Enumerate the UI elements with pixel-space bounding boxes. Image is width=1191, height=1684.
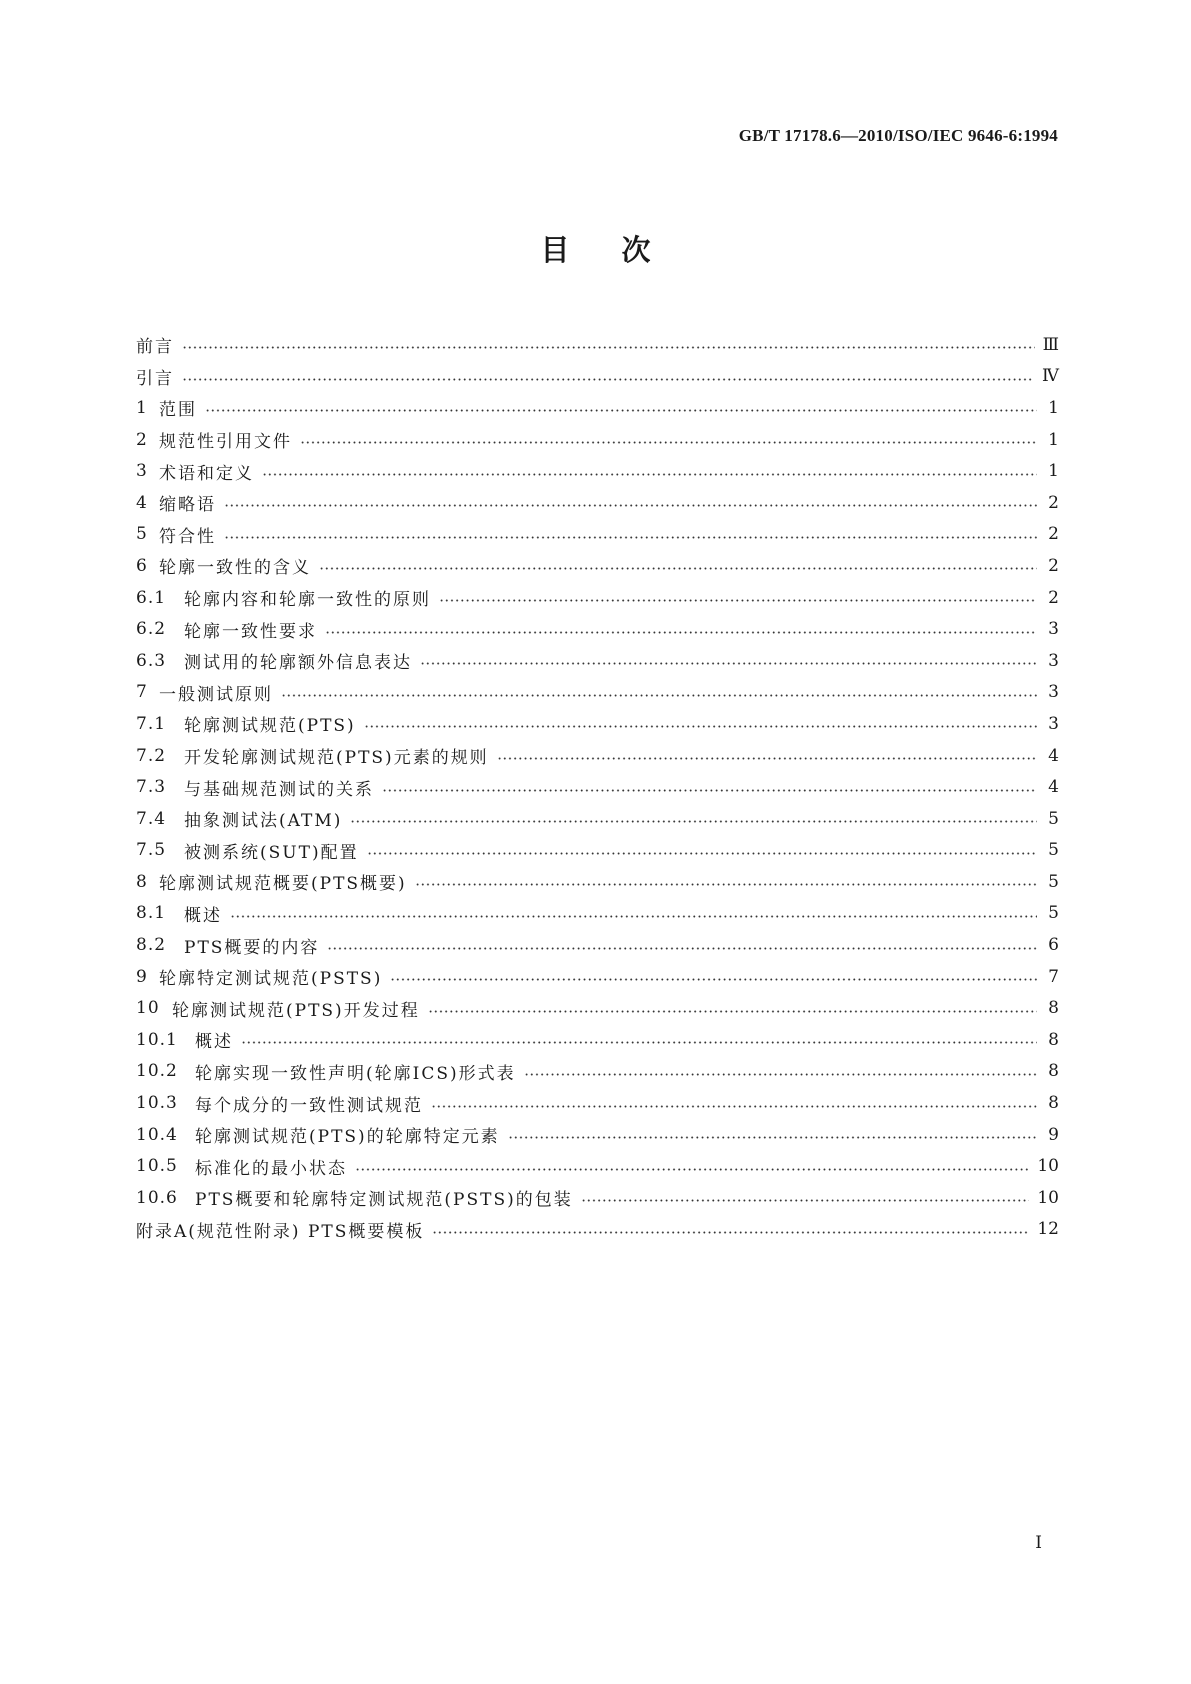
toc-entry[interactable] xyxy=(136,487,1059,519)
toc-entry-number: 1 xyxy=(136,397,148,418)
dot-leader xyxy=(581,1199,1030,1202)
page-title: 目次 xyxy=(540,233,703,267)
toc-entry-page: 10 xyxy=(1037,1187,1059,1208)
toc-entry-title: 缩略语 xyxy=(159,495,216,516)
toc-entry-title: 术语和定义 xyxy=(159,463,254,484)
toc-entry-title: 概述 xyxy=(195,1032,233,1053)
dot-leader xyxy=(230,915,1037,918)
dot-leader xyxy=(241,1041,1037,1044)
toc-entry[interactable] xyxy=(136,771,1059,803)
toc-entry[interactable] xyxy=(136,677,1059,709)
toc-entry-page: 12 xyxy=(1037,1219,1059,1240)
toc-entry-page: 3 xyxy=(1048,650,1059,671)
toc-entry-title: PTS概要的内容 xyxy=(184,937,320,958)
toc-entry-number: 8.1 xyxy=(136,903,167,924)
toc-entry-page: 1 xyxy=(1048,429,1059,450)
standard-code: GB/T 17178.6—2010/ISO/IEC 9646-6:1994 xyxy=(738,126,1058,145)
toc-entry-page: 8 xyxy=(1048,1093,1059,1114)
toc-entry-title: 标准化的最小状态 xyxy=(195,1158,347,1179)
toc-entry[interactable] xyxy=(136,1182,1059,1214)
toc-entry-title: 附录A(规范性附录) PTS概要模板 xyxy=(136,1221,425,1242)
toc-entry-title: 引言 xyxy=(136,368,174,389)
toc-entry-page: 8 xyxy=(1048,1061,1059,1082)
toc-entry[interactable] xyxy=(136,519,1059,551)
dot-leader xyxy=(524,1073,1037,1076)
toc-entry-title: 符合性 xyxy=(159,526,216,547)
toc-entry-page: 3 xyxy=(1048,682,1059,703)
toc-entry-number: 10.1 xyxy=(136,1029,178,1050)
toc-entry-title: 轮廓一致性要求 xyxy=(184,621,317,642)
toc-entry-title: 轮廓实现一致性声明(轮廓ICS)形式表 xyxy=(195,1063,516,1084)
toc-entry-number: 10.3 xyxy=(136,1093,178,1114)
toc-entry-page: 9 xyxy=(1048,1124,1059,1145)
dot-leader xyxy=(382,789,1037,792)
toc-entry[interactable] xyxy=(136,961,1059,993)
dot-leader xyxy=(439,599,1037,602)
dot-leader xyxy=(300,441,1037,444)
page-number: I xyxy=(1035,1533,1042,1553)
toc-entry[interactable] xyxy=(136,1056,1059,1088)
toc-entry-page: 5 xyxy=(1048,808,1059,829)
dot-leader xyxy=(355,1168,1029,1171)
toc-entry-number: 10.6 xyxy=(136,1187,178,1208)
dot-leader xyxy=(432,1231,1029,1234)
toc-entry-number: 7.2 xyxy=(136,745,167,766)
toc-entry[interactable] xyxy=(136,992,1059,1024)
toc-entry-page: 3 xyxy=(1048,713,1059,734)
toc-entry-number: 9 xyxy=(136,966,148,987)
toc-entry-title: 轮廓测试规范(PTS)的轮廓特定元素 xyxy=(195,1127,500,1148)
toc-entry-page: 1 xyxy=(1048,461,1059,482)
toc-entry-page: 10 xyxy=(1037,1156,1059,1177)
toc-entry-title: 前言 xyxy=(136,337,174,358)
toc-entry-title: 轮廓测试规范(PTS) xyxy=(184,716,356,737)
toc-entry[interactable] xyxy=(136,424,1059,456)
toc-entry-number: 6.2 xyxy=(136,619,167,640)
toc-entry-number: 10.5 xyxy=(136,1156,178,1177)
dot-leader xyxy=(367,852,1037,855)
toc-entry-title: 开发轮廓测试规范(PTS)元素的规则 xyxy=(184,748,489,769)
toc-entry[interactable] xyxy=(136,1024,1059,1056)
toc-entry-title: 被测系统(SUT)配置 xyxy=(184,842,359,863)
toc-entry[interactable] xyxy=(136,361,1059,393)
toc-entry-number: 7.4 xyxy=(136,808,167,829)
toc-entry-title: 测试用的轮廓额外信息表达 xyxy=(184,653,412,674)
dot-leader xyxy=(262,473,1037,476)
toc-entry-number: 6 xyxy=(136,555,148,576)
toc-entry-title: 一般测试原则 xyxy=(159,684,273,705)
toc-entry-title: 轮廓内容和轮廓一致性的原则 xyxy=(184,590,431,611)
dot-leader xyxy=(350,820,1037,823)
toc-entry-number: 6.3 xyxy=(136,650,167,671)
toc-entry[interactable] xyxy=(136,929,1059,961)
toc-entry[interactable] xyxy=(136,1087,1059,1119)
dot-leader xyxy=(281,694,1037,697)
dot-leader xyxy=(508,1136,1037,1139)
toc-entry[interactable] xyxy=(136,392,1059,424)
toc-entry-number: 3 xyxy=(136,461,148,482)
dot-leader xyxy=(205,409,1037,412)
toc-entry-number: 7.5 xyxy=(136,840,167,861)
dot-leader xyxy=(182,346,1035,349)
toc-entry[interactable] xyxy=(136,803,1059,835)
toc-entry-number: 2 xyxy=(136,429,148,450)
dot-leader xyxy=(497,757,1037,760)
toc-entry-number: 10 xyxy=(136,998,160,1019)
dot-leader xyxy=(319,567,1037,570)
toc-entry[interactable] xyxy=(136,1150,1059,1182)
toc-entry-page: 3 xyxy=(1048,619,1059,640)
toc-entry-number: 7 xyxy=(136,682,148,703)
toc-entry-page: 8 xyxy=(1048,998,1059,1019)
dot-leader xyxy=(224,536,1037,539)
dot-leader xyxy=(224,504,1037,507)
toc-entry-page: 5 xyxy=(1048,903,1059,924)
toc-entry[interactable] xyxy=(136,1214,1059,1246)
dot-leader xyxy=(182,378,1034,381)
toc-entry-title: 轮廓一致性的含义 xyxy=(159,558,311,579)
toc-entry-number: 8.2 xyxy=(136,935,167,956)
toc-entry-number: 4 xyxy=(136,492,148,513)
toc-entry-number: 5 xyxy=(136,524,148,545)
toc-entry[interactable] xyxy=(136,455,1059,487)
toc-entry[interactable] xyxy=(136,835,1059,867)
toc-entry-title: 与基础规范测试的关系 xyxy=(184,779,374,800)
toc-entry-page: 5 xyxy=(1048,871,1059,892)
toc-entry-page: 4 xyxy=(1048,777,1059,798)
dot-leader xyxy=(431,1105,1037,1108)
dot-leader xyxy=(364,725,1037,728)
dot-leader xyxy=(428,1010,1037,1013)
toc-entry-page: 5 xyxy=(1048,840,1059,861)
toc-entry-page: Ⅲ xyxy=(1042,334,1059,355)
toc-entry-number: 10.2 xyxy=(136,1061,178,1082)
toc-entry[interactable] xyxy=(136,740,1059,772)
dot-leader xyxy=(327,947,1037,950)
toc-entry-title: 抽象测试法(ATM) xyxy=(184,811,343,832)
toc-entry-number: 7.3 xyxy=(136,777,167,798)
toc-entry-number: 6.1 xyxy=(136,587,167,608)
toc-entry-page: 2 xyxy=(1048,587,1059,608)
toc-entry[interactable] xyxy=(136,329,1059,361)
toc-entry-number: 10.4 xyxy=(136,1124,178,1145)
toc-entry[interactable] xyxy=(136,582,1059,614)
toc-entry[interactable] xyxy=(136,550,1059,582)
dot-leader xyxy=(415,883,1037,886)
toc-entry-title: 每个成分的一致性测试规范 xyxy=(195,1095,423,1116)
toc-entry[interactable] xyxy=(136,645,1059,677)
toc-entry-title: 规范性引用文件 xyxy=(159,432,292,453)
dot-leader xyxy=(390,978,1037,981)
toc-entry-page: Ⅳ xyxy=(1042,366,1059,387)
toc-entry-title: 轮廓特定测试规范(PSTS) xyxy=(159,969,383,990)
toc-entry-page: 1 xyxy=(1048,397,1059,418)
table-of-contents xyxy=(136,329,1059,1245)
toc-entry-title: PTS概要和轮廓特定测试规范(PSTS)的包装 xyxy=(195,1190,573,1211)
toc-entry-title: 概述 xyxy=(184,905,222,926)
toc-entry-number: 8 xyxy=(136,871,148,892)
toc-entry-page: 7 xyxy=(1048,966,1059,987)
toc-entry[interactable] xyxy=(136,898,1059,930)
toc-entry[interactable] xyxy=(136,708,1059,740)
toc-entry-page: 2 xyxy=(1048,524,1059,545)
toc-entry-title: 范围 xyxy=(159,400,197,421)
toc-entry-page: 8 xyxy=(1048,1029,1059,1050)
toc-entry-page: 2 xyxy=(1048,555,1059,576)
dot-leader xyxy=(325,631,1037,634)
toc-entry-page: 2 xyxy=(1048,492,1059,513)
toc-entry-number: 7.1 xyxy=(136,713,167,734)
toc-entry[interactable] xyxy=(136,613,1059,645)
toc-entry-page: 6 xyxy=(1048,935,1059,956)
dot-leader xyxy=(420,662,1037,665)
toc-entry-title: 轮廓测试规范概要(PTS概要) xyxy=(159,874,407,895)
toc-entry[interactable] xyxy=(136,1119,1059,1151)
toc-entry[interactable] xyxy=(136,866,1059,898)
toc-entry-page: 4 xyxy=(1048,745,1059,766)
toc-entry-title: 轮廓测试规范(PTS)开发过程 xyxy=(172,1000,420,1021)
